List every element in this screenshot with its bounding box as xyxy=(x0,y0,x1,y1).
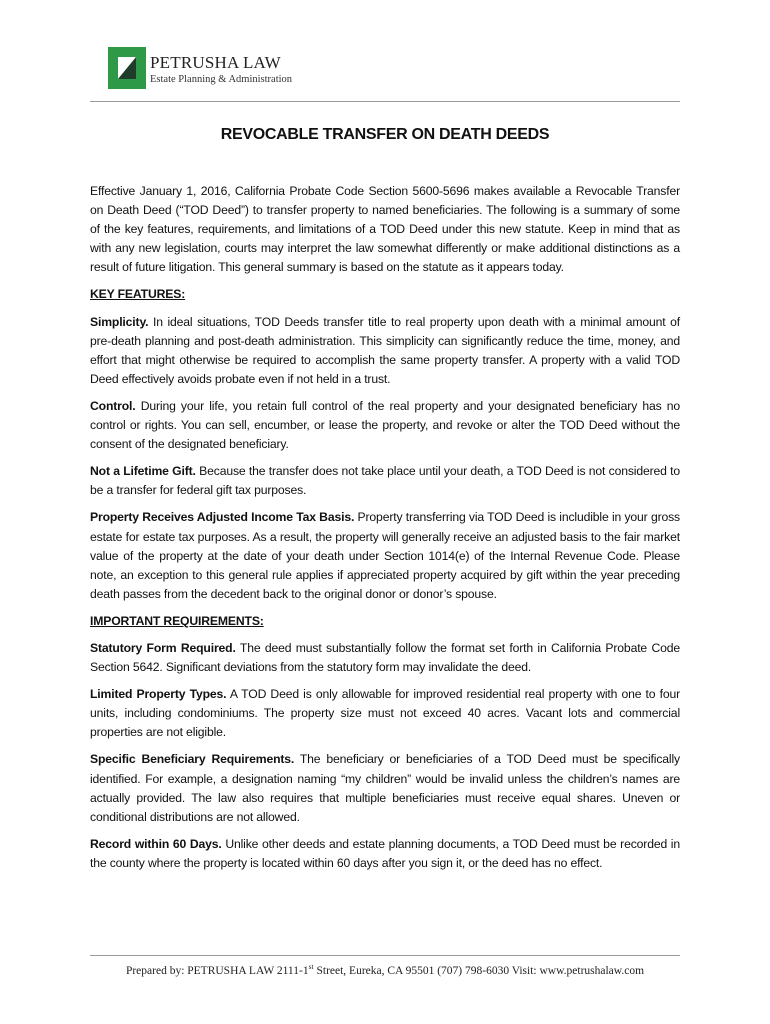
footer xyxy=(90,962,680,977)
firm-subtitle: Estate Planning & Administration xyxy=(150,74,293,85)
requirement-property-types xyxy=(90,685,680,742)
footer-text-after: Street, Eureka, CA 95501 (707) 798-6030 Visit: www.petrushalaw.com xyxy=(313,964,645,977)
feature-term: Not a Lifetime Gift. xyxy=(90,464,196,479)
footer-text-before: Prepared by: PETRUSHA LAW 2111-1 xyxy=(125,964,309,977)
feature-adjusted-basis xyxy=(90,508,680,603)
feature-control xyxy=(90,397,680,454)
requirement-term: Specific Beneficiary Requirements. xyxy=(90,752,295,767)
intro-paragraph: Effective January 1, 2016, California Probate Code Section 5600-5696 makes available a Revocable Transfer on Death Deed (“TOD Deed”) to transfer property to named beneficiaries. The following is a summary of some of the key features, requirements, and limitations of a TOD Deed under this new statute. Keep in mind that as with any new legislation, courts may interpret the law somewhat differently or make additional distinctions as a result of future litigation. This general summary is based on the statute as it appears today. xyxy=(90,184,680,275)
firm-name: PETRUSHA LAW xyxy=(150,53,281,72)
requirement-text: The beneficiary or beneficiaries of a TOD Deed must be specifically identified. For example, a designation naming “my children” would be invalid unless the children’s names are actually provided. The law also requires that multiple beneficiaries must receive equal shares. Uneven or conditional distributions are not allowed. xyxy=(90,752,680,824)
feature-text: Property transferring via TOD Deed is includible in your gross estate for estate tax purposes. As a result, the property will generally receive an adjusted basis to the fair market value of the property at the date of your death under Section 1014(e) of the Internal Revenue Code. Please note, an exception to this general rule applies if appreciated property acquired by gift within the year preceding death passes from the decedent back to the original donor or donor’s spouse. xyxy=(90,510,680,601)
feature-text: In ideal situations, TOD Deeds transfer title to real property upon death with a minimal amount of pre-death planning and post-death administration. This simplicity can significantly reduce the time, money, and effort that might otherwise be required to accomplish the same property transfer. A property with a valid TOD Deed effectively avoids probate even if not held in a trust. xyxy=(90,314,680,386)
feature-term: Control. xyxy=(90,398,136,413)
footer-superscript: st xyxy=(308,962,314,971)
requirement-beneficiary xyxy=(90,750,680,826)
requirement-record-60-days xyxy=(90,835,680,873)
feature-not-lifetime-gift xyxy=(90,462,680,500)
requirement-term: Statutory Form Required. xyxy=(90,640,236,655)
firm-logo-mark xyxy=(108,47,146,89)
feature-simplicity xyxy=(90,313,680,389)
requirement-text: The deed must substantially follow the format set forth in California Probate Code Section 5642. Significant deviations from the statutory form may invalidate the deed. xyxy=(90,640,681,675)
requirements-heading: IMPORTANT REQUIREMENTS: xyxy=(90,613,264,628)
feature-text: During your life, you retain full control of the real property and your designated beneficiary has no control or rights. You can sell, encumber, or lease the property, and revoke or alter the TOD Deed without the consent of the designated beneficiary. xyxy=(90,398,680,452)
key-features-heading: KEY FEATURES: xyxy=(90,287,186,302)
document-title: REVOCABLE TRANSFER ON DEATH DEEDS xyxy=(220,126,550,143)
footer-divider xyxy=(90,955,680,956)
feature-term: Simplicity. xyxy=(90,314,149,329)
feature-text: Because the transfer does not take place until your death, a TOD Deed is not considered to be a transfer for federal gift tax purposes. xyxy=(90,464,680,498)
requirement-text: A TOD Deed is only allowable for improved residential real property with one to four units, including condominiums. The property size must not exceed 40 acres. Vacant lots and commercial properties are not eligible. xyxy=(90,687,680,740)
feature-term: Property Receives Adjusted Income Tax Basis. xyxy=(90,510,355,525)
requirement-term: Limited Property Types. xyxy=(90,687,227,702)
requirement-text: Unlike other deeds and estate planning documents, a TOD Deed must be recorded in the county where the property is located within 60 days after you sign it, or the deed has no effect. xyxy=(90,836,680,870)
header-divider xyxy=(90,101,680,102)
requirement-statutory-form xyxy=(90,639,680,677)
document-body xyxy=(90,182,680,881)
requirement-term: Record within 60 Days. xyxy=(90,836,222,851)
